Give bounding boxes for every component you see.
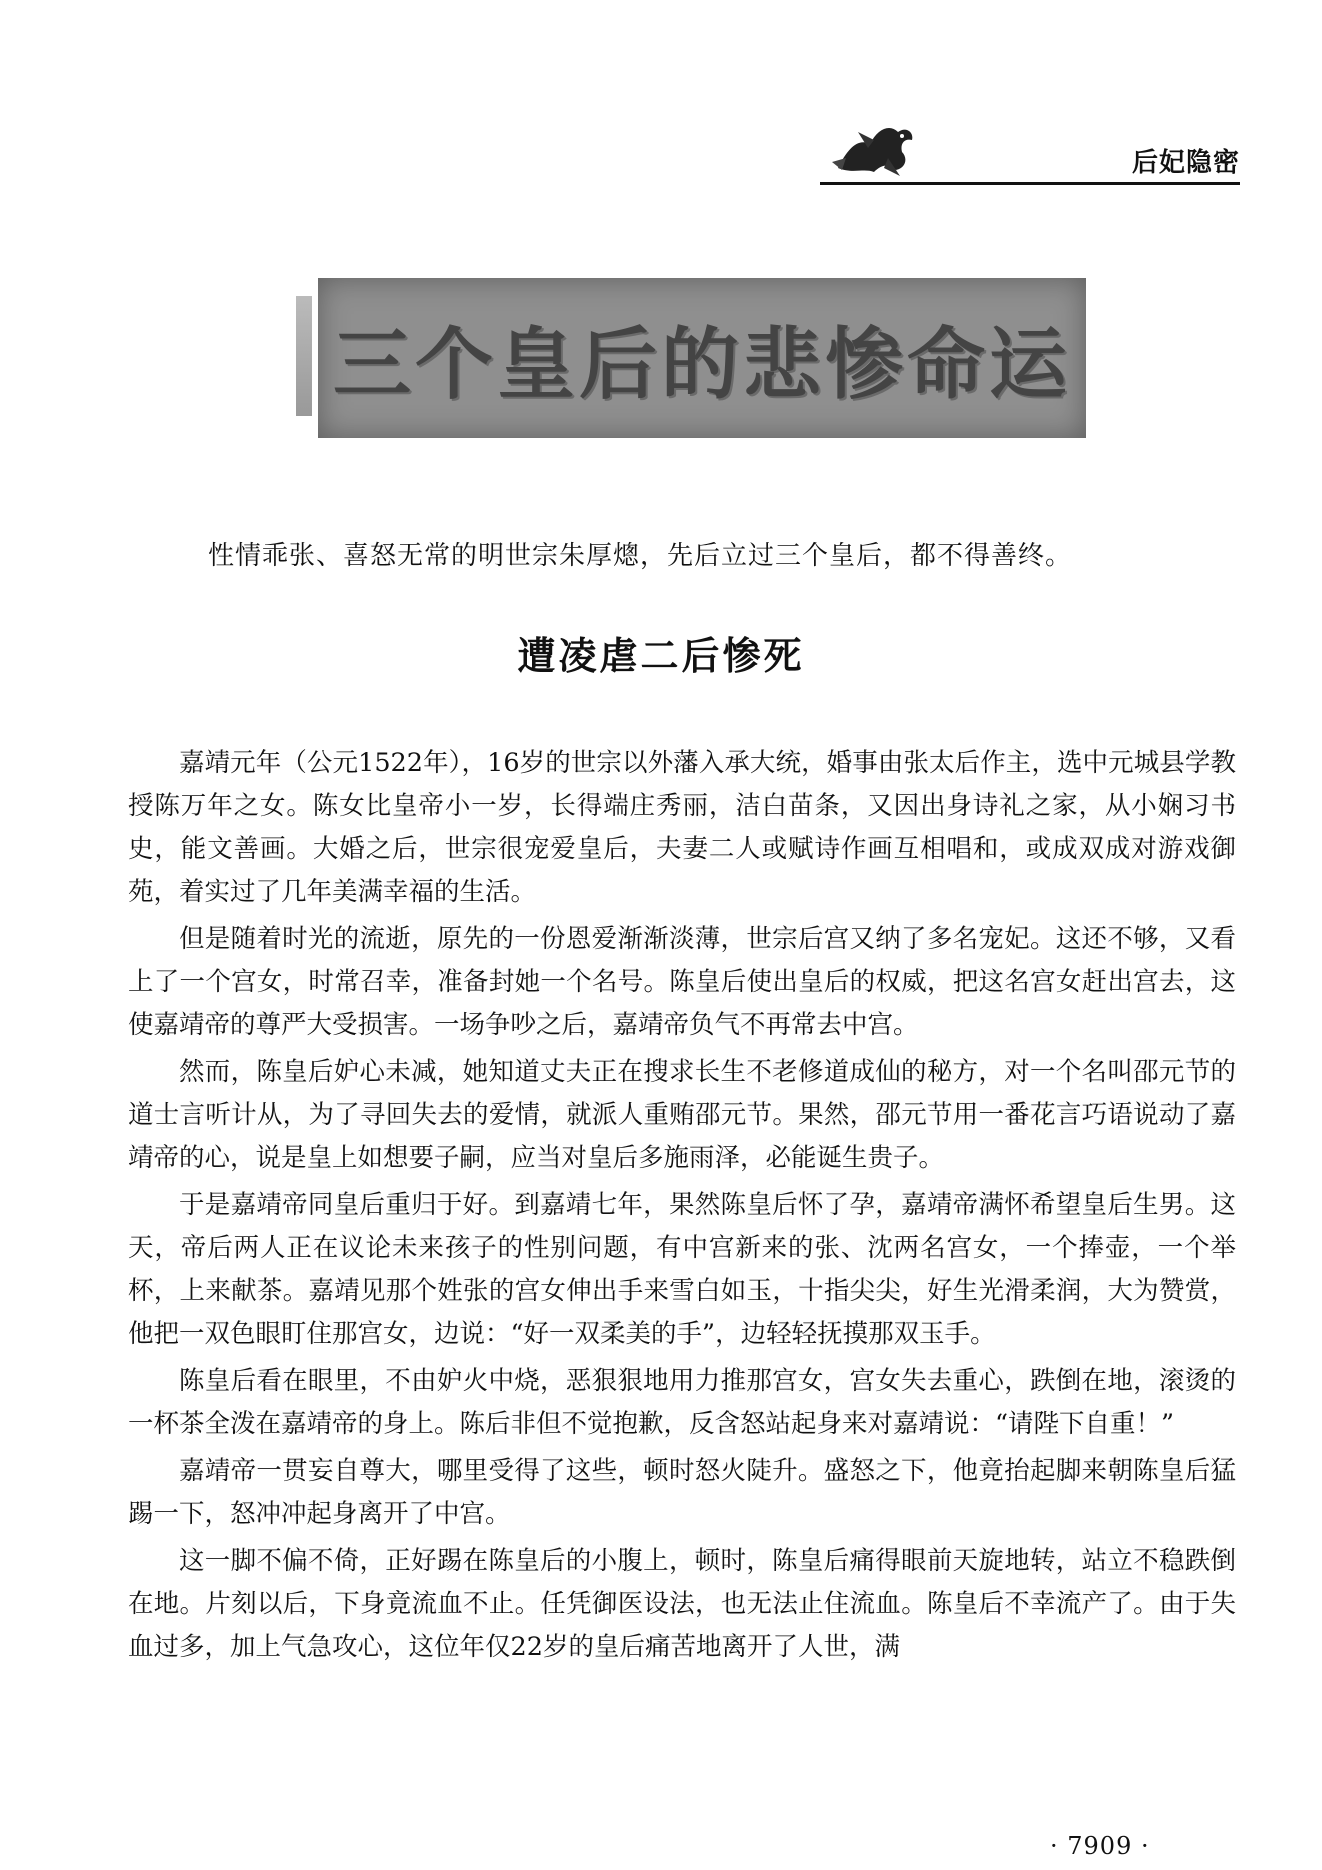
section-name: 后妃隐密	[1131, 148, 1240, 178]
header-rule	[820, 182, 1240, 185]
page-number: · 7909 ·	[1050, 1832, 1150, 1860]
paragraph: 陈皇后看在眼里，不由妒火中烧，恶狠狠地用力推那宫女，宫女失去重心，跌倒在地，滚烫的一杯茶全泼在嘉靖帝的身上。陈后非但不觉抱歉，反含怒站起身来对嘉靖说：“请陛下自重！”	[128, 1366, 1236, 1439]
paragraph: 于是嘉靖帝同皇后重归于好。到嘉靖七年，果然陈皇后怀了孕，嘉靖帝满怀希望皇后生男。这天，帝后两人正在议论未来孩子的性别问题，有中宫新来的张、沈两名宫女，一个捧壶，一个举杯，上来献茶。嘉靖见那个姓张的宫女伸出手来雪白如玉，十指尖尖，好生光滑柔润，大为赞赏，他把一双色眼盯住那宫女，边说：“好一双柔美的手”，边轻轻抚摸那双玉手。	[128, 1190, 1236, 1349]
title-banner	[318, 278, 1086, 438]
dragon-icon	[828, 118, 920, 180]
body-text	[128, 742, 1236, 1673]
paragraph: 但是随着时光的流逝，原先的一份恩爱渐渐淡薄，世宗后宫又纳了多名宠妃。这还不够，又看上了一个宫女，时常召幸，准备封她一个名号。陈皇后使出皇后的权威，把这名宫女赶出宫去，这使嘉靖帝的尊严大受损害。一场争吵之后，嘉靖帝负气不再常去中宫。	[128, 924, 1236, 1040]
paragraph: 嘉靖元年（公元1522年），16岁的世宗以外藩入承大统，婚事由张太后作主，选中元城县学教授陈万年之女。陈女比皇帝小一岁，长得端庄秀丽，洁白苗条，又因出身诗礼之家，从小娴习书史，能文善画。大婚之后，世宗很宠爱皇后，夫妻二人或赋诗作画互相唱和，或成双成对游戏御苑，着实过了几年美满幸福的生活。	[128, 748, 1236, 907]
paragraph: 嘉靖帝一贯妄自尊大，哪里受得了这些，顿时怒火陡升。盛怒之下，他竟抬起脚来朝陈皇后猛踢一下，怒冲冲起身离开了中宫。	[128, 1456, 1236, 1529]
section-subheading: 遭凌虐二后惨死	[517, 634, 805, 678]
page-header	[820, 118, 1240, 188]
paragraph: 然而，陈皇后妒心未减，她知道丈夫正在搜求长生不老修道成仙的秘方，对一个名叫邵元节的道士言听计从，为了寻回失去的爱情，就派人重贿邵元节。果然，邵元节用一番花言巧语说动了嘉靖帝的心，说是皇上如想要子嗣，应当对皇后多施雨泽，必能诞生贵子。	[128, 1057, 1236, 1173]
paragraph: 这一脚不偏不倚，正好踢在陈皇后的小腹上，顿时，陈皇后痛得眼前天旋地转，站立不稳跌倒在地。片刻以后，下身竟流血不止。任凭御医设法，也无法止住流血。陈皇后不幸流产了。由于失血过多，加上气急攻心，这位年仅22岁的皇后痛苦地离开了人世，满	[128, 1546, 1236, 1662]
article-title: 三个皇后的悲惨命运	[332, 320, 1071, 410]
intro-text: 性情乖张、喜怒无常的明世宗朱厚熜，先后立过三个皇后，都不得善终。	[208, 541, 1073, 571]
